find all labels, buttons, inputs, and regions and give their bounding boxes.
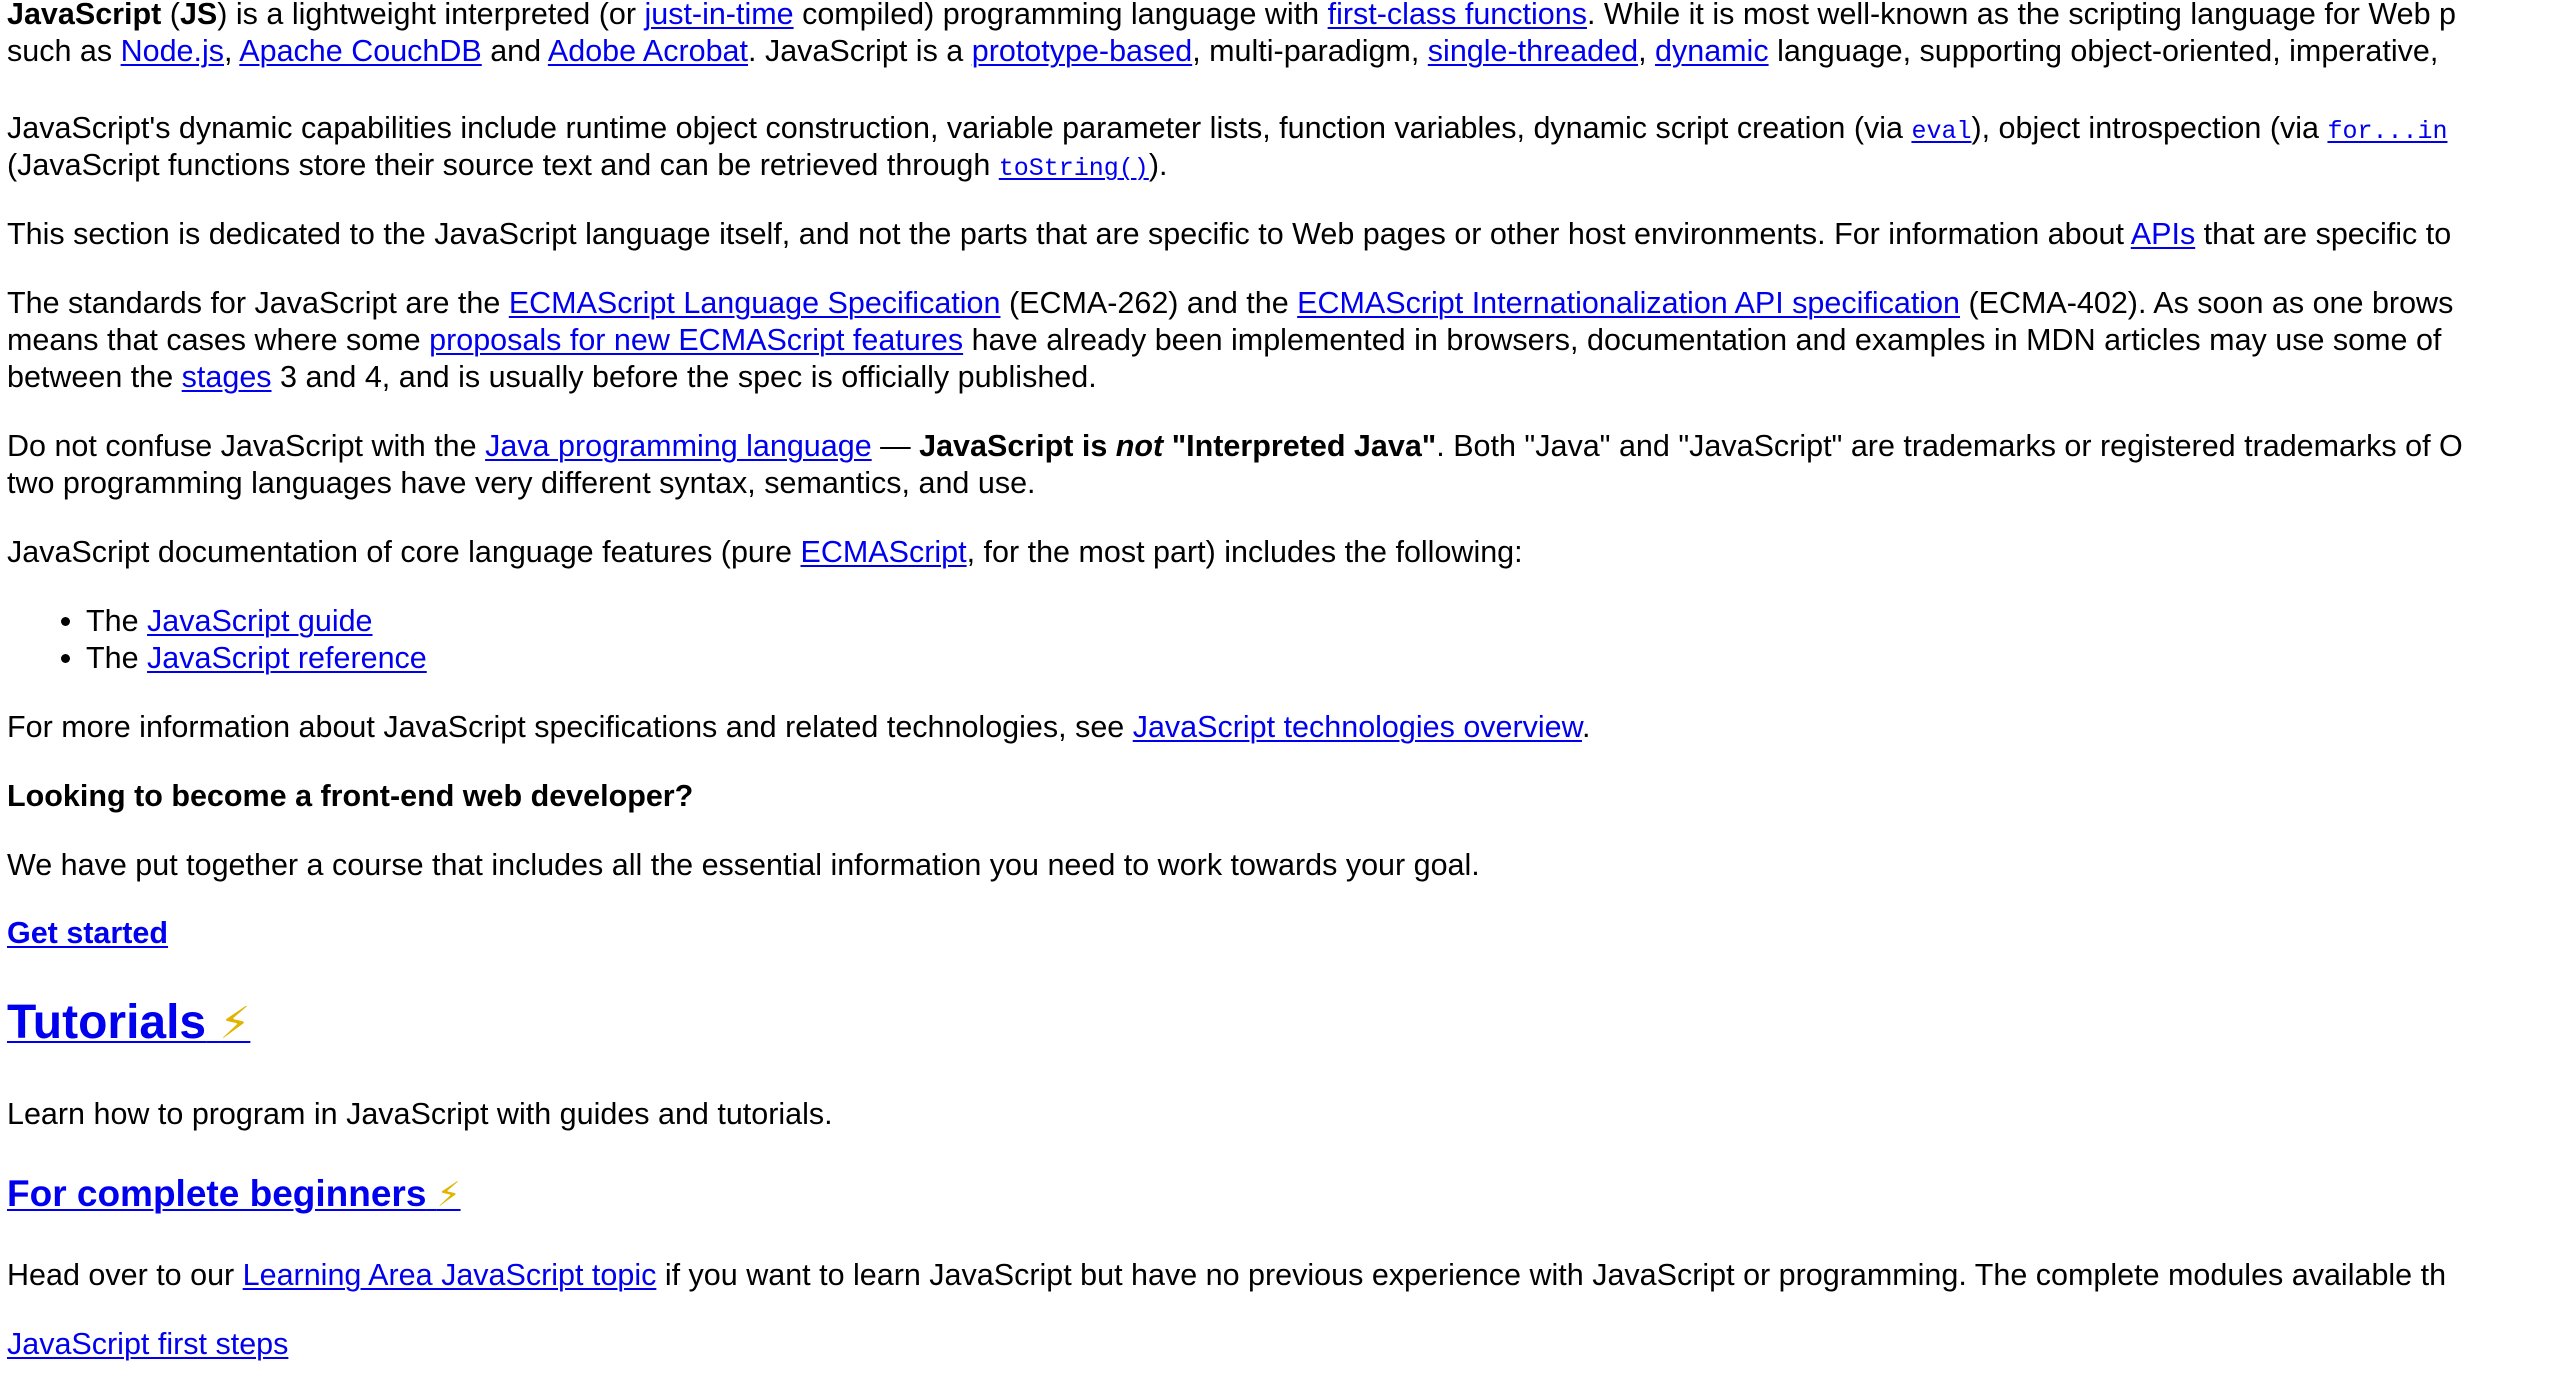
just-in-time-link[interactable]: just-in-time xyxy=(644,0,794,31)
text: ( xyxy=(161,0,180,31)
tostring-code: toString() xyxy=(998,154,1149,183)
technologies-overview-link[interactable]: JavaScript technologies overview xyxy=(1132,710,1582,744)
eval-code: eval xyxy=(1911,117,1972,146)
text: (ECMA-402). As soon as one brows xyxy=(1960,286,2454,320)
text: 3 and 4, and is usually before the spec is officially published. xyxy=(271,360,1097,394)
js-abbr: JS xyxy=(179,0,218,31)
text: For more information about JavaScript specifications and related technologies, see xyxy=(7,710,1133,744)
text: such as xyxy=(7,34,121,68)
documentation-list xyxy=(7,603,427,677)
get-started-container xyxy=(7,915,168,952)
text: JavaScript's dynamic capabilities include runtime object construction, variable parameter lists, function variables, dynamic script creation (via xyxy=(7,111,1912,145)
ecmascript-spec-link[interactable]: ECMAScript Language Specification xyxy=(508,286,1001,320)
ecmascript-intl-spec-link[interactable]: ECMAScript Internationalization API specification xyxy=(1297,286,1961,320)
text: (ECMA-262) and the xyxy=(1000,286,1298,320)
more-info-paragraph xyxy=(7,709,1590,746)
java-language-link[interactable]: Java programming language xyxy=(485,429,872,463)
tutorials-description: Learn how to program in JavaScript with guides and tutorials. xyxy=(7,1097,833,1131)
apis-link[interactable]: APIs xyxy=(2130,217,2196,251)
text: , xyxy=(1638,34,1656,68)
standards-paragraph-line-2 xyxy=(7,322,2441,359)
apache-couchdb-link[interactable]: Apache CouchDB xyxy=(239,34,482,68)
text: The xyxy=(86,604,148,638)
text: ), object introspection (via xyxy=(1971,111,2328,145)
text: JavaScript documentation of core language features (pure xyxy=(7,535,801,569)
for-in-code: for...in xyxy=(2327,117,2448,146)
text: . While it is most well-known as the scripting language for Web p xyxy=(1586,0,2457,31)
text: . xyxy=(1581,710,1591,744)
list-item xyxy=(86,603,427,640)
single-threaded-link[interactable]: single-threaded xyxy=(1427,34,1639,68)
documentation-paragraph xyxy=(7,534,1523,571)
adobe-acrobat-link[interactable]: Adobe Acrobat xyxy=(547,34,748,68)
scope-paragraph xyxy=(7,216,2451,253)
cta-body: We have put together a course that includes all the essential information you need to work towards your goal. xyxy=(7,848,1480,882)
text: Head over to our xyxy=(7,1258,243,1292)
ecmascript-link[interactable]: ECMAScript xyxy=(800,535,967,569)
beginners-heading xyxy=(7,1172,461,1217)
java-paragraph-line-2: two programming languages have very different syntax, semantics, and use. xyxy=(7,466,1036,500)
text: . Both "Java" and "JavaScript" are trademarks or registered trademarks of O xyxy=(1436,429,2463,463)
text: ). xyxy=(1148,148,1168,182)
text: between the xyxy=(7,360,182,394)
for-in-link[interactable] xyxy=(2327,111,2447,145)
beginners-paragraph xyxy=(7,1257,2446,1294)
dynamic-link[interactable]: dynamic xyxy=(1655,34,1769,68)
text: , multi-paradigm, xyxy=(1192,34,1428,68)
text: , for the most part) includes the following: xyxy=(966,535,1523,569)
nodejs-link[interactable]: Node.js xyxy=(120,34,225,68)
tutorials-heading xyxy=(7,995,250,1052)
text: compiled) programming language with xyxy=(793,0,1328,31)
tostring-link[interactable] xyxy=(999,148,1149,182)
tutorials-heading-text: Tutorials xyxy=(7,996,207,1049)
first-class-functions-link[interactable]: first-class functions xyxy=(1327,0,1587,31)
text: that are specific to xyxy=(2195,217,2452,251)
text: The xyxy=(86,641,148,675)
text: This section is dedicated to the JavaScript language itself, and not the parts that are specific to Web pages or other host environments. For information about xyxy=(7,217,2131,251)
javascript-reference-link[interactable]: JavaScript reference xyxy=(147,641,427,675)
text: and xyxy=(481,34,548,68)
text: if you want to learn JavaScript but have no previous experience with JavaScript or programming. The complete modules available th xyxy=(656,1258,2447,1292)
intro-paragraph-line-1 xyxy=(7,0,2456,33)
prototype-based-link[interactable]: prototype-based xyxy=(971,34,1193,68)
learning-area-link[interactable]: Learning Area JavaScript topic xyxy=(242,1258,657,1292)
javascript-guide-link[interactable]: JavaScript guide xyxy=(147,604,373,638)
text: . JavaScript is a xyxy=(748,34,972,68)
text: ) is a lightweight interpreted (or xyxy=(217,0,645,31)
java-paragraph-line-1 xyxy=(7,428,2463,465)
beginners-link[interactable] xyxy=(7,1173,461,1214)
text: "Interpreted Java" xyxy=(1163,429,1437,463)
beginners-heading-text: For complete beginners xyxy=(7,1173,427,1214)
text: language, supporting object-oriented, imperative, xyxy=(1768,34,2439,68)
standards-paragraph-line-1 xyxy=(7,285,2453,322)
not-emphasis: not xyxy=(1115,429,1164,463)
text: — xyxy=(871,429,920,463)
standards-paragraph-line-3 xyxy=(7,359,1097,396)
text: , xyxy=(224,34,240,68)
list-item xyxy=(86,640,427,677)
tutorials-link[interactable] xyxy=(7,996,250,1049)
text: Do not confuse JavaScript with the xyxy=(7,429,486,463)
text: JavaScript is xyxy=(919,429,1116,463)
lightning-bolt-icon: ⚡ xyxy=(219,999,251,1048)
capabilities-paragraph-line-2 xyxy=(7,147,1167,187)
text: have already been implemented in browsers, documentation and examples in MDN articles may use some of xyxy=(963,323,2442,357)
cta-heading: Looking to become a front-end web developer? xyxy=(7,779,694,813)
javascript-term: JavaScript xyxy=(7,0,162,31)
text: (JavaScript functions store their source text and can be retrieved through xyxy=(7,148,999,182)
lightning-bolt-icon: ⚡ xyxy=(436,1176,461,1214)
get-started-link[interactable]: Get started xyxy=(7,916,169,950)
intro-paragraph-line-2 xyxy=(7,33,2438,70)
stages-link[interactable]: stages xyxy=(181,360,272,394)
capabilities-paragraph-line-1 xyxy=(7,110,2447,150)
eval-link[interactable] xyxy=(1911,111,1971,145)
proposals-link[interactable]: proposals for new ECMAScript features xyxy=(429,323,964,357)
text: The standards for JavaScript are the xyxy=(7,286,509,320)
first-steps-container xyxy=(7,1326,288,1363)
emphasis xyxy=(919,429,1436,463)
javascript-first-steps-link[interactable]: JavaScript first steps xyxy=(7,1327,289,1361)
text: means that cases where some xyxy=(7,323,430,357)
